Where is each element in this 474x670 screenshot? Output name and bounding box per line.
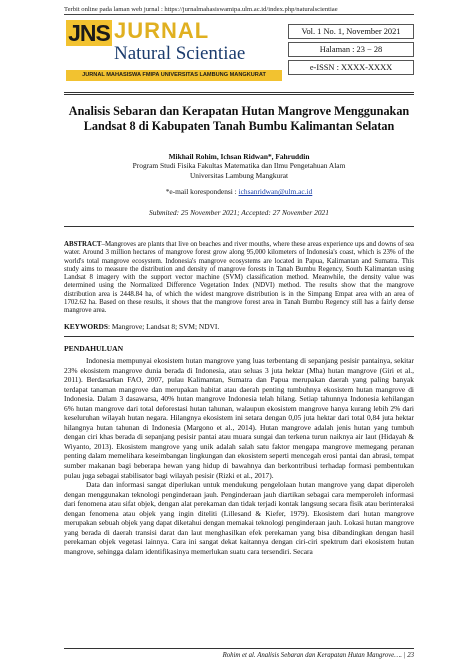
abstract-divider	[64, 226, 414, 227]
journal-logo	[64, 16, 284, 88]
accepted-date: : 27 November 2021	[268, 208, 329, 217]
submission-dates	[64, 208, 414, 217]
author-names: Mikhail Rohim, Ichsan Ridwan*, Fahruddin	[168, 152, 310, 161]
keywords-text: : Mangrove; Landsat 8; SVM; NDVI.	[107, 322, 220, 331]
affiliation-line-2: Universitas Lambung Mangkurat	[189, 170, 289, 180]
paragraph-2: Data dan informasi sangat diperlukan untuk mendukung pengelolaan hutan mangrove yang dapat diperoleh dengan menggunakan teknologi penginderaan jauh. Penginderaan jauh diartikan sebagai cara memperoleh informasi dari fenomena atau sifat objek, dengan alat perekaman dan tidak terjadi kontak langsung secara fisik atau berinteraksi dengan fenomena atau objek yang ingin diteliti (Lillesand & Kiefer, 1979). Ekosistem dari hutan mangrove merupakan sebuah objek yang dapat diketahui dengan memakai teknologi penginderaan jauh. Lokasi hutan mangrove yang berada di daerah transisi darat dan laut menghasilkan efek perekaman yang bisa dibandingkan dengan hasil perekaman objek vegetasi lainnya. Cara ini sangat dekat kaitannya dengan ciri-ciri spektrum dari ekosistem hutan mangrove, sehingga dalam identifikasinya memerlukan suatu cara tersendiri. Secara	[64, 480, 414, 556]
page-range: Halaman : 23 − 28	[288, 42, 414, 57]
article-title: Analisis Sebaran dan Kerapatan Hutan Mangrove Menggunakan Landsat 8 di Kabupaten Tanah Bumbu Kalimantan Selatan	[68, 104, 410, 133]
abstract-label: ABSTRACT	[64, 241, 102, 248]
email-link[interactable]: ichsanridwan@ulm.ac.id	[238, 187, 313, 196]
author-block	[64, 152, 414, 180]
issn: e-ISSN : XXXX-XXXX	[288, 60, 414, 75]
header-divider-2	[64, 94, 414, 95]
submitted-label: Submited	[149, 208, 177, 217]
accepted-label: Accepted	[241, 208, 269, 217]
abstract	[64, 241, 414, 316]
abstract-text: –Mangroves are plants that live on beaches and river mouths, where these areas experience ups and downs of sea water. Around 3 million hectares of mangrove forest grow along 95,000 kilometers of Indonesia's coast, which is 23% of the world's total mangrove ecosystem. Indonesia's mangrove ecosystems are located in Papua, Kalimantan and Sumatra. This study aims to measure the distribution and density of mangrove forests in Tanah Bumbu Regency, South Kalimantan using Landsat 8 imagery with the support vector machine (SVM) classification method. Meanwhile, the density value was determined using the Normalized Difference Vegetation Index (NDVI) method. The results show that the mangrove distribution area is 2448.84 ha, of which the widest mangrove distribution is in the Simpang Empat area with an area of 1702.62 ha. Based on these results, it shows that the mangrove forest area in Tanah Bumbu Regency still has a fairly dense mangrove area.	[64, 241, 414, 315]
section-heading: PENDAHULUAN	[64, 344, 124, 353]
header-divider	[64, 92, 414, 93]
body-divider	[64, 336, 414, 337]
submitted-date: : 25 November 2021;	[176, 208, 242, 217]
journal-url-line: Terbit online pada laman web jurnal : https://jurnalmahasiswamipa.ulm.ac.id/index.php/naturalscientiae	[64, 6, 414, 15]
body-text	[64, 356, 414, 556]
volume-info: Vol. 1 No. 1, November 2021	[288, 24, 414, 39]
footer-divider	[64, 648, 414, 649]
keywords-label: KEYWORDS	[64, 322, 108, 331]
logo-journal-name: Natural Scientiae	[114, 43, 246, 64]
correspondence-email	[64, 187, 414, 196]
keywords	[64, 322, 414, 331]
page-footer: Rohim et al. Analisis Sebaran dan Kerapatan Hutan Mangrove…. | 23	[222, 652, 414, 659]
logo-jns: JNS	[66, 20, 112, 46]
issue-meta	[288, 24, 414, 78]
paragraph-1: Indonesia mempunyai ekosistem hutan mangrove yang luas terbentang di sepanjang pesisir pantainya, sekitar 23% ekosistem mangrove dunia berada di Indonesia, atau seluas 3 juta hektar (Mha) hutan mangrove (Giri et al., 2011). Berdasarkan FAO, 2007, pulau Kalimantan, Sumatra dan Papua merupakan daerah yang paling banyak terdapat tanaman mangrove dan merupakan habitat atau daerah penting tumbuhnya ekosistem hutan mangrove di Indonesia. Dalam 3 dasawarsa, 40% hutan mangrove Indonesia telah hilang. Setiap tahunnya Indonesia kehilangan 6% hutan mangrove dari total deforestasi hutan tahunan, walaupun ekosistem mangrove hanya kurang lebih 2% dari keseluruhan wilayah hutan negara. Hilangnya ekosistem ini setara dengan 0,05 juta hektar dari total 0,84 juta hektar hilangnya hutan tahunan di Indonesia (Margono et al., 2014). Hutan mangrove adalah jenis hutan yang tumbuh dengan ciri khas berada di sepanjang pesisir pantai atau muara sungai dan terkena turun naiknya air laut (Hidayah & Wiyanto, 2013). Ekosistem mangrove yang unik adalah salah satu faktor mengapa mangrove memegang peranan penting dalam memelihara keseimbangan lingkungan dan ekosistem seperti mencegah erosi pantai dan abrasi, tempat sumber makanan bagi beberapa hewan yang hidup di bawahnya dan berkontribusi terhadap formasi pembentukan pulau juga sebagai stabilisator bagi wilayah pesisir (Rizki et al., 2017).	[64, 356, 414, 480]
logo-subtitle: JURNAL MAHASISWA FMIPA UNIVERSITAS LAMBUNG MANGKURAT	[66, 70, 282, 81]
journal-header	[64, 16, 414, 88]
affiliation-line-1: Program Studi Fisika Fakultas Matematika dan Ilmu Pengetahuan Alam	[132, 161, 346, 171]
logo-jurnal: JURNAL	[114, 18, 210, 43]
email-label: *e-mail korespondensi :	[165, 187, 239, 196]
